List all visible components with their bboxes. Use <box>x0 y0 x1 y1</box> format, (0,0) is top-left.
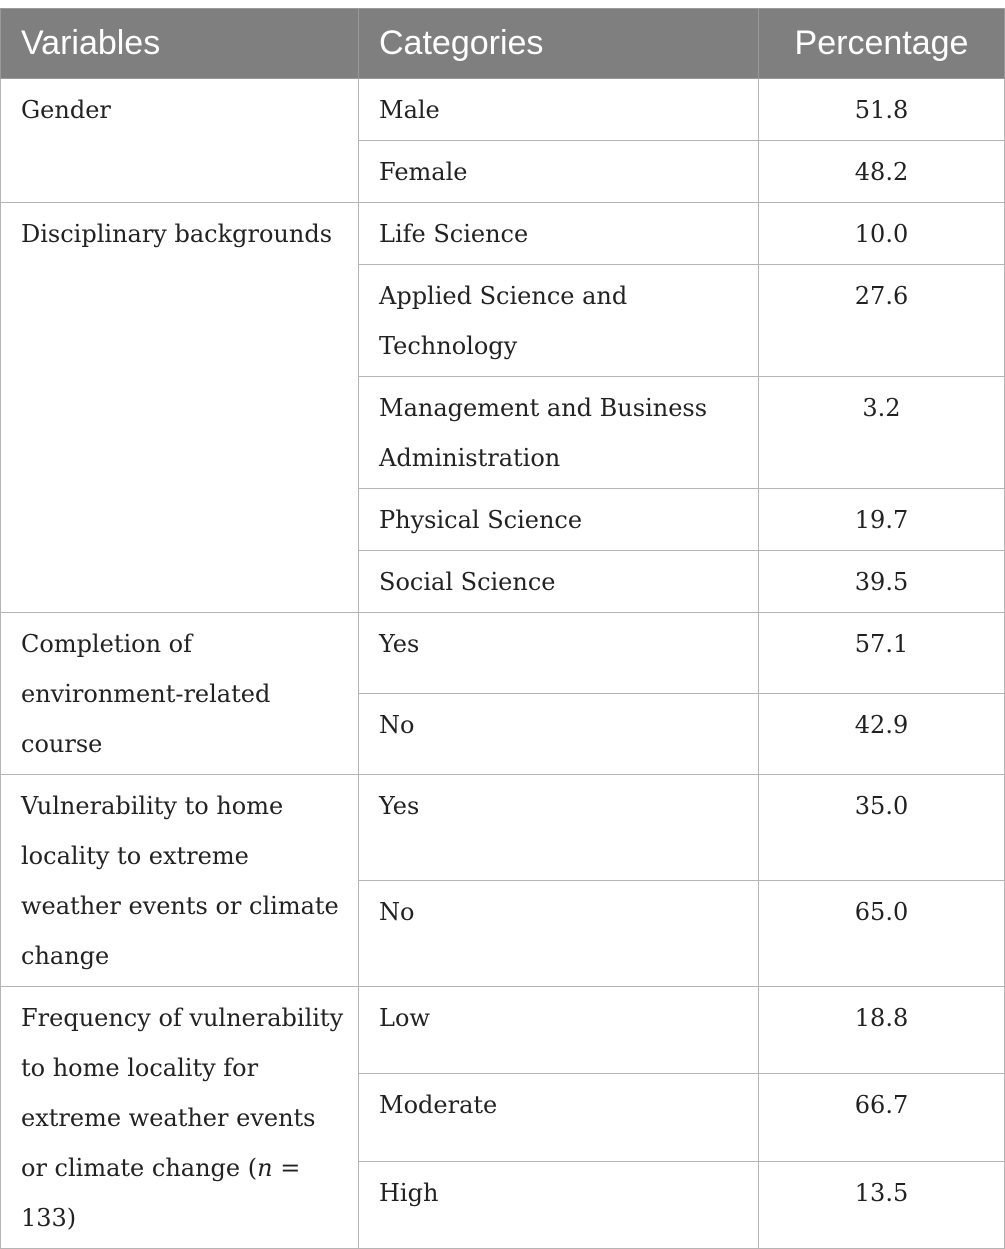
variable-text-suffix: = 133) <box>21 1154 301 1232</box>
percentage-cell: 3.2 <box>759 377 1005 489</box>
category-cell: Yes <box>359 613 759 694</box>
header-row <box>1 9 1005 79</box>
category-cell: Moderate <box>359 1074 759 1161</box>
percentage-cell: 35.0 <box>759 775 1005 881</box>
percentage-cell: 57.1 <box>759 613 1005 694</box>
percentage-cell: 42.9 <box>759 694 1005 775</box>
header-percentage: Percentage <box>759 9 1005 79</box>
demographics-table <box>0 8 1005 1249</box>
table-row <box>1 987 1005 1074</box>
percentage-cell: 18.8 <box>759 987 1005 1074</box>
table-row <box>1 613 1005 694</box>
table-row <box>1 775 1005 881</box>
variable-cell: Gender <box>1 79 359 203</box>
category-cell: Life Science <box>359 203 759 265</box>
category-cell: Female <box>359 141 759 203</box>
table-row <box>1 79 1005 141</box>
percentage-cell: 27.6 <box>759 265 1005 377</box>
sample-size-symbol: n <box>257 1154 273 1182</box>
variable-cell: Disciplinary backgrounds <box>1 203 359 613</box>
category-cell: Physical Science <box>359 489 759 551</box>
table-row <box>1 203 1005 265</box>
category-cell: No <box>359 881 759 987</box>
table-body <box>1 79 1005 1249</box>
category-cell: Low <box>359 987 759 1074</box>
variable-cell: Completion of environment-related course <box>1 613 359 775</box>
percentage-cell: 10.0 <box>759 203 1005 265</box>
category-cell: Management and Business Administration <box>359 377 759 489</box>
category-cell: Yes <box>359 775 759 881</box>
percentage-cell: 48.2 <box>759 141 1005 203</box>
category-cell: Male <box>359 79 759 141</box>
variable-cell: Vulnerability to home locality to extreme weather events or climate change <box>1 775 359 987</box>
header-variables: Variables <box>1 9 359 79</box>
percentage-cell: 19.7 <box>759 489 1005 551</box>
percentage-cell: 39.5 <box>759 551 1005 613</box>
category-cell: No <box>359 694 759 775</box>
variable-text: Frequency of vulnerability to home locality for extreme weather events or climate change ( <box>21 1004 344 1182</box>
category-cell: Social Science <box>359 551 759 613</box>
variable-cell <box>1 987 359 1249</box>
percentage-cell: 51.8 <box>759 79 1005 141</box>
category-cell: Applied Science and Technology <box>359 265 759 377</box>
percentage-cell: 65.0 <box>759 881 1005 987</box>
table-header <box>1 9 1005 79</box>
header-categories: Categories <box>359 9 759 79</box>
category-cell: High <box>359 1161 759 1248</box>
percentage-cell: 66.7 <box>759 1074 1005 1161</box>
percentage-cell: 13.5 <box>759 1161 1005 1248</box>
